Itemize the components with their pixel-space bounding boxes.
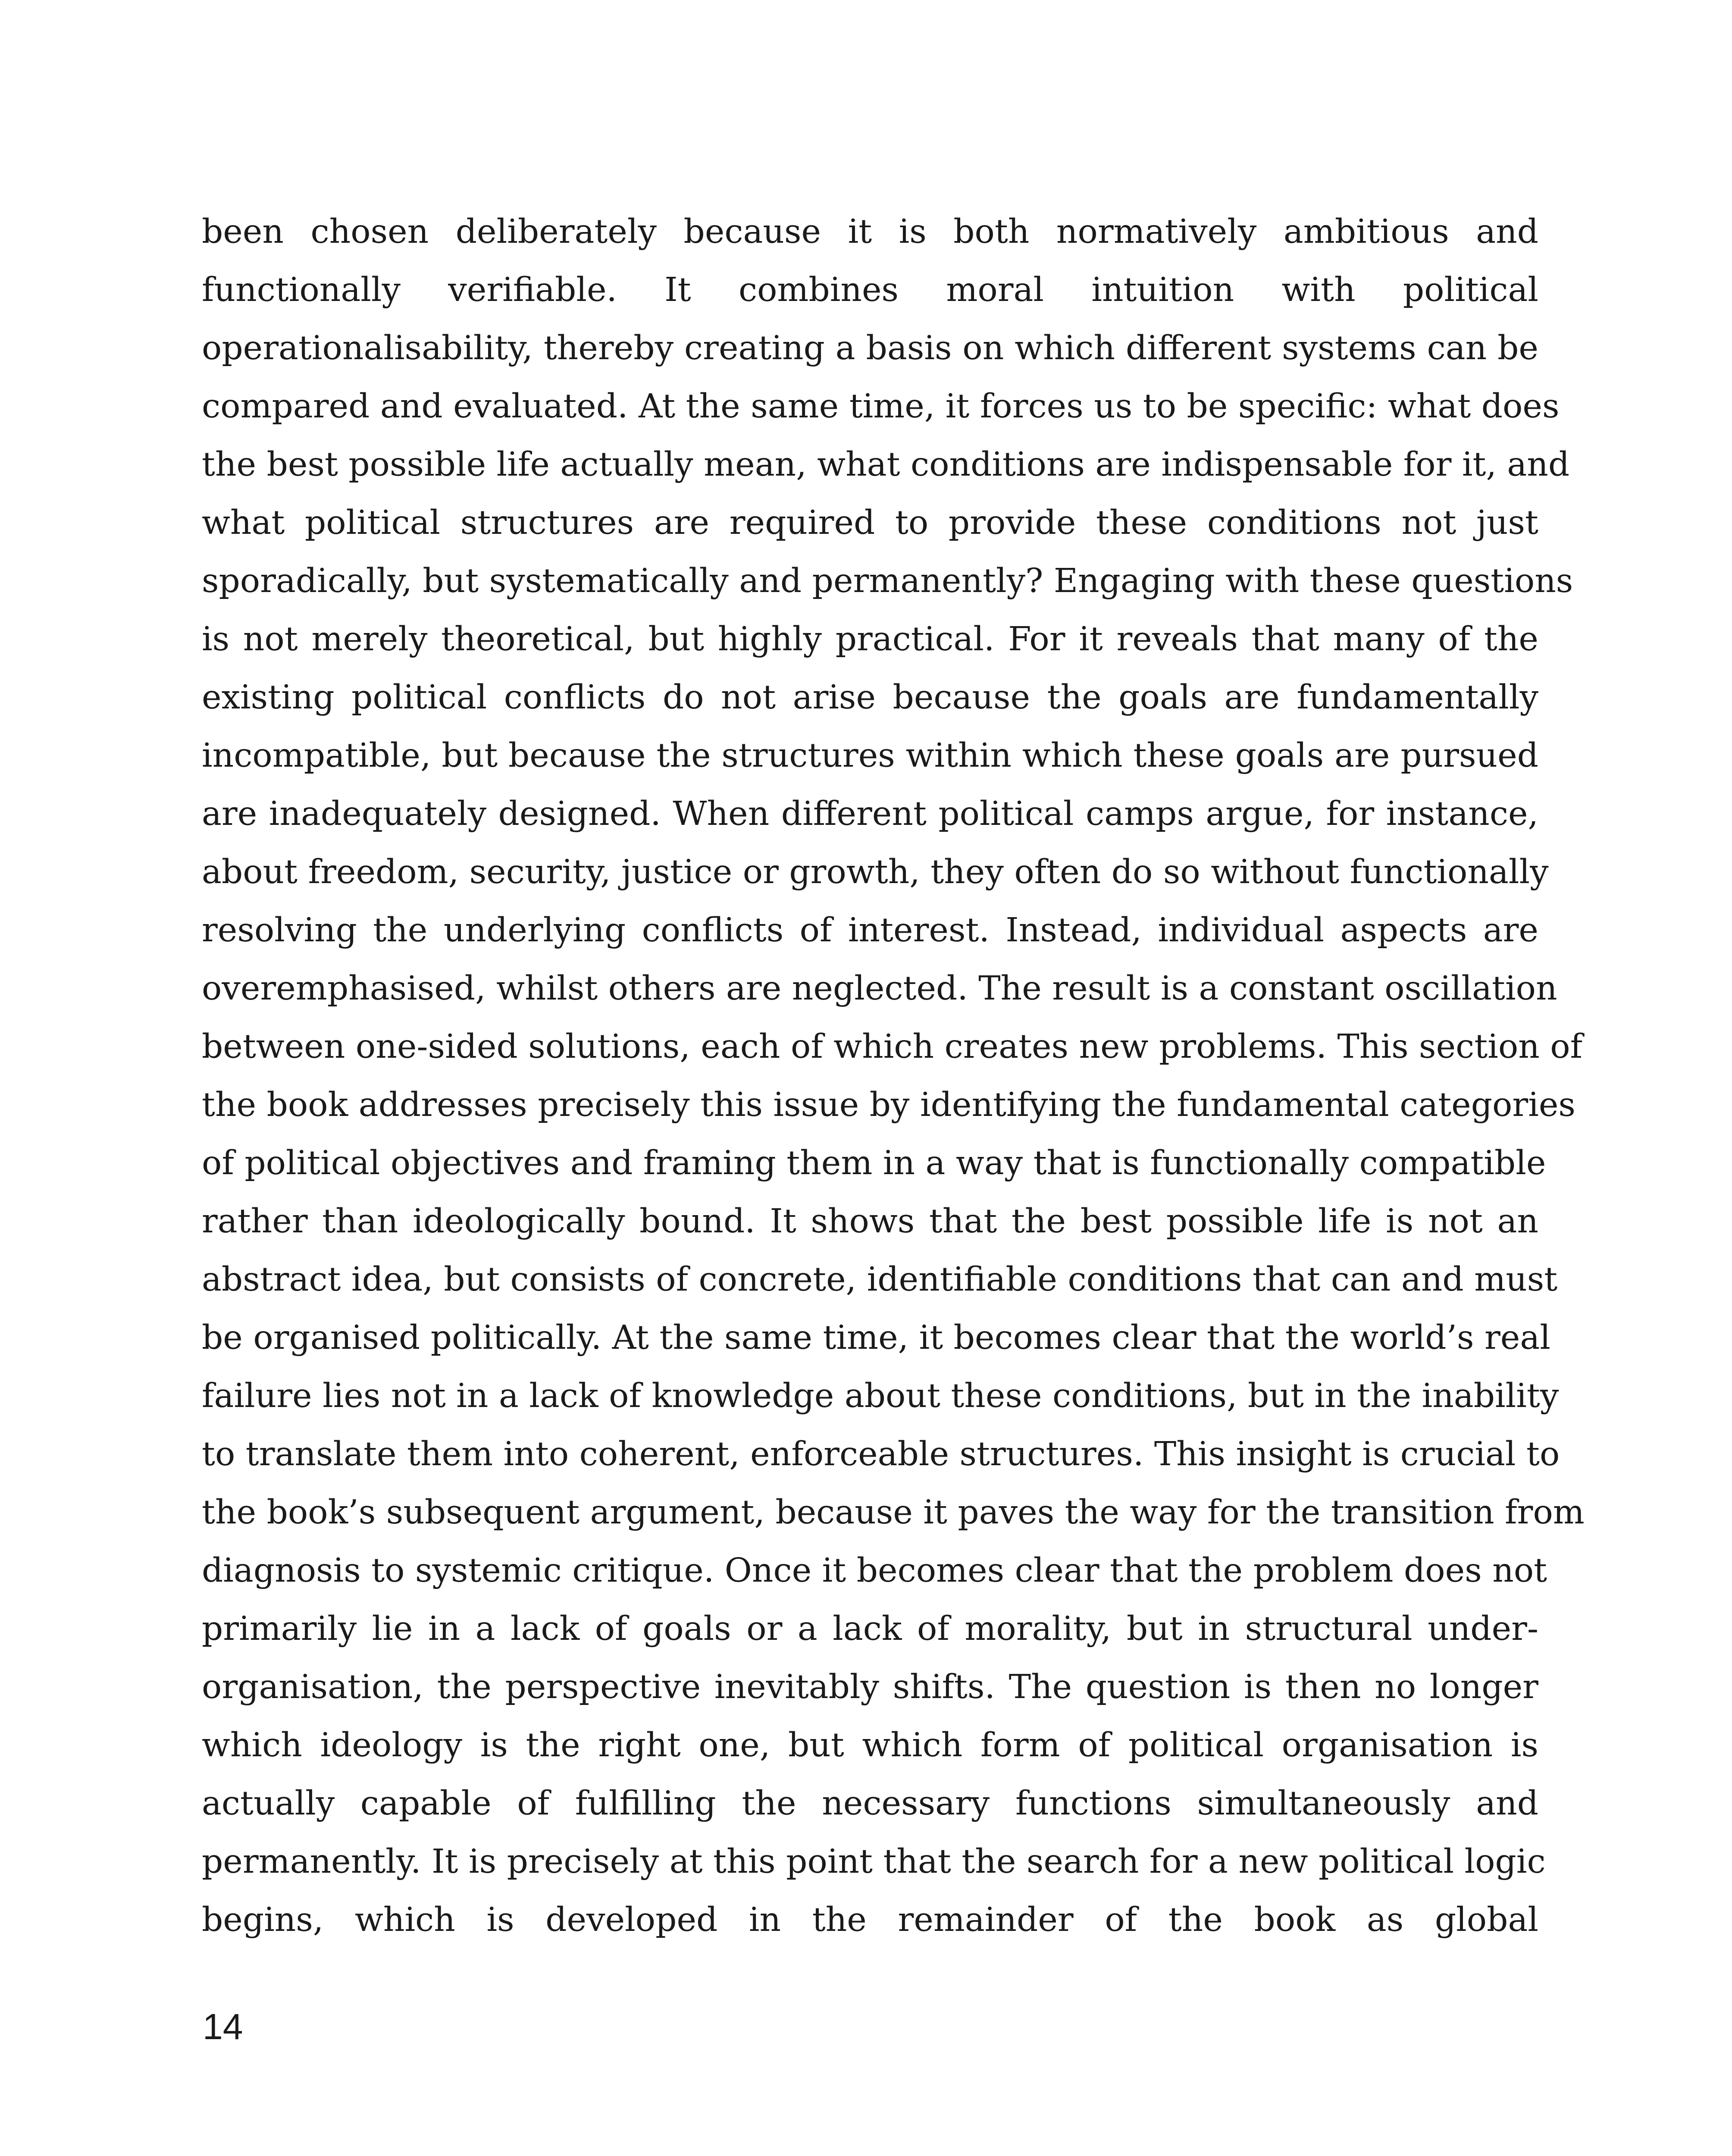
text-line: actually capable of fulfilling the necessary functions simultaneously and <box>202 1784 1538 1823</box>
text-line: abstract idea, but consists of concrete, identifiable conditions that can and must <box>202 1260 1558 1299</box>
text-line: to translate them into coherent, enforceable structures. This insight is crucial to <box>202 1435 1560 1473</box>
text-line: resolving the underlying conflicts of interest. Instead, individual aspects are <box>202 911 1538 950</box>
text-line: incompatible, but because the structures within which these goals are pursued <box>202 736 1538 775</box>
text-line: the book’s subsequent argument, because it paves the way for the transition from <box>202 1493 1585 1532</box>
text-line: between one-sided solutions, each of which creates new problems. This section of <box>202 1028 1583 1066</box>
text-line: sporadically, but systematically and permanently? Engaging with these questions <box>202 562 1573 600</box>
text-line: overemphasised, whilst others are neglected. The result is a constant oscillation <box>202 969 1557 1008</box>
text-line: primarily lie in a lack of goals or a lack of morality, but in structural under- <box>202 1610 1538 1648</box>
body-text <box>202 203 1585 1949</box>
text-line: of political objectives and framing them in a way that is functionally compatible <box>202 1144 1546 1182</box>
text-line: the book addresses precisely this issue by identifying the fundamental categories <box>202 1086 1575 1124</box>
text-line: been chosen deliberately because it is both normatively ambitious and <box>202 213 1538 251</box>
text-line: failure lies not in a lack of knowledge about these conditions, but in the inability <box>202 1377 1559 1415</box>
page-number: 14 <box>203 2006 243 2047</box>
text-line: existing political conflicts do not arise because the goals are fundamentally <box>202 678 1538 717</box>
text-line: are inadequately designed. When different political camps argue, for instance, <box>202 795 1538 833</box>
text-line: permanently. It is precisely at this point that the search for a new political logic <box>202 1843 1546 1881</box>
text-line: functionally verifiable. It combines moral intuition with political <box>202 271 1538 309</box>
text-line: the best possible life actually mean, what conditions are indispensable for it, and <box>202 445 1570 484</box>
text-line: about freedom, security, justice or growth, they often do so without functionally <box>202 853 1549 891</box>
text-line: be organised politically. At the same time, it becomes clear that the world’s real <box>202 1319 1550 1357</box>
text-line: organisation, the perspective inevitably shifts. The question is then no longer <box>202 1668 1538 1706</box>
text-line: is not merely theoretical, but highly practical. For it reveals that many of the <box>202 620 1538 658</box>
text-line: compared and evaluated. At the same time, it forces us to be specific: what does <box>202 387 1560 426</box>
text-line: diagnosis to systemic critique. Once it becomes clear that the problem does not <box>202 1551 1547 1590</box>
text-line: what political structures are required to provide these conditions not just <box>202 504 1538 542</box>
text-line: rather than ideologically bound. It shows that the best possible life is not an <box>202 1202 1538 1241</box>
text-line: which ideology is the right one, but which form of political organisation is <box>202 1726 1538 1764</box>
text-line: begins, which is developed in the remainder of the book as global <box>202 1901 1538 1939</box>
text-line: operationalisability, thereby creating a basis on which different systems can be <box>202 329 1538 367</box>
